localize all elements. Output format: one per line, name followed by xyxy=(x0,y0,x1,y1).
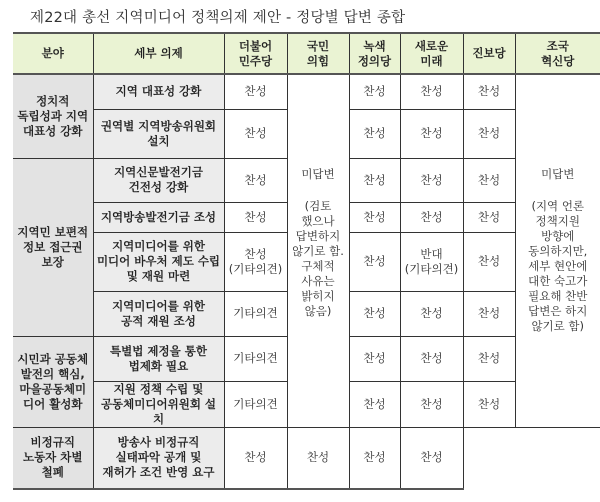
green-justice-party-answer: 찬성 xyxy=(349,74,400,109)
header-progressive-party: 진보당 xyxy=(463,33,515,74)
new-future-party-answer: 찬성 xyxy=(400,74,463,109)
topic-cell: 지역방송발전기금 조성 xyxy=(93,202,224,232)
header-green-justice-party: 녹색 정의당 xyxy=(349,33,400,74)
green-justice-party-answer: 찬성 xyxy=(349,336,400,381)
progressive-party-answer: 찬성 xyxy=(463,109,515,158)
democratic-party-answer: 찬성 xyxy=(224,202,287,232)
progressive-party-answer: 찬성 xyxy=(463,381,515,427)
header-democratic-party: 더불어 민주당 xyxy=(224,33,287,74)
header-people-power-party: 국민 의힘 xyxy=(287,33,349,74)
new-future-party-answer: 반대 (기타의견) xyxy=(400,232,463,291)
header-rebuilding-korea-party: 조국 혁신당 xyxy=(515,33,600,74)
green-justice-party-answer: 찬성 xyxy=(349,158,400,202)
new-future-party-answer: 찬성 xyxy=(400,158,463,202)
topic-cell: 방송사 비정규직 실태파악 공개 및 재허가 조건 반영 요구 xyxy=(93,427,224,489)
topic-cell: 권역별 지역방송위원회 설치 xyxy=(93,109,224,158)
green-justice-party-answer: 찬성 xyxy=(349,381,400,427)
progressive-party-answer: 찬성 xyxy=(463,232,515,291)
ppp-answer-note: (검토 했으나 답변하지 않기로 함. 구체적 사유는 밝히지 않음) xyxy=(292,199,344,318)
democratic-party-answer: 기타의견 xyxy=(224,381,287,427)
category-cell: 비정규직 노동자 차별 철폐 xyxy=(13,427,93,489)
topic-cell: 특별법 제정을 통한 법제화 필요 xyxy=(93,336,224,381)
party-answers-table xyxy=(13,32,600,490)
green-justice-party-answer: 찬성 xyxy=(349,202,400,232)
topic-cell: 지역 대표성 강화 xyxy=(93,74,224,109)
new-future-party-answer: 찬성 xyxy=(349,427,400,489)
democratic-party-answer: 찬성 xyxy=(224,158,287,202)
header-topic: 세부 의제 xyxy=(93,33,224,74)
new-future-party-answer: 찬성 xyxy=(400,109,463,158)
category-cell: 지역민 보편적 정보 접근권 보장 xyxy=(13,158,93,336)
new-future-party-answer: 찬성 xyxy=(400,202,463,232)
democratic-party-answer: 기타의견 xyxy=(224,291,287,336)
democratic-party-answer: 찬성 xyxy=(224,109,287,158)
table-row xyxy=(13,427,600,489)
green-justice-party-answer: 찬성 xyxy=(349,232,400,291)
democratic-party-answer: 찬성 xyxy=(224,427,287,489)
category-cell: 시민과 공동체 발전의 핵심, 마을공동체미 디어 활성화 xyxy=(13,336,93,427)
header-field: 분야 xyxy=(13,33,93,74)
green-justice-party-answer: 찬성 xyxy=(349,291,400,336)
topic-cell: 지역신문발전기금 건전성 강화 xyxy=(93,158,224,202)
new-future-party-answer: 찬성 xyxy=(400,381,463,427)
header-new-future-party: 새로운 미래 xyxy=(400,33,463,74)
table-row xyxy=(13,74,600,109)
democratic-party-answer: 찬성 xyxy=(224,74,287,109)
new-future-party-answer: 찬성 xyxy=(400,291,463,336)
rebuilding-korea-party-answer xyxy=(515,74,600,427)
progressive-party-answer: 찬성 xyxy=(463,336,515,381)
progressive-party-answer: 찬성 xyxy=(400,427,463,489)
topic-cell: 지역미디어를 위한 미디어 바우처 제도 수립 및 재원 마련 xyxy=(93,232,224,291)
democratic-party-answer: 찬성 (기타의견) xyxy=(224,232,287,291)
green-justice-party-answer: 찬성 xyxy=(349,109,400,158)
progressive-party-answer: 찬성 xyxy=(463,158,515,202)
democratic-party-answer: 기타의견 xyxy=(224,336,287,381)
category-cell: 정치적 독립성과 지역 대표성 강화 xyxy=(13,74,93,158)
rebuild-answer-note: (지역 언론 정책지원 방향에 동의하지만, 세부 현안에 대한 숙고가 필요해 찬반 답변은 하지 않기로 함) xyxy=(528,199,588,333)
progressive-party-answer: 찬성 xyxy=(463,291,515,336)
topic-cell: 지역미디어를 위한 공적 재원 조성 xyxy=(93,291,224,336)
page-title: 제22대 총선 지역미디어 정책의제 제안 - 정당별 답변 종합 xyxy=(30,10,406,26)
green-justice-party-answer: 찬성 xyxy=(287,427,349,489)
topic-cell: 지원 정책 수립 및 공동체미디어위원회 설치 xyxy=(93,381,224,427)
people-power-party-answer xyxy=(287,74,349,427)
header-row xyxy=(13,33,600,74)
progressive-party-answer: 찬성 xyxy=(463,74,515,109)
ppp-answer-main: 미답변 xyxy=(301,167,335,181)
new-future-party-answer: 찬성 xyxy=(400,336,463,381)
rebuild-answer-main: 미답변 xyxy=(541,167,575,181)
progressive-party-answer: 찬성 xyxy=(463,202,515,232)
